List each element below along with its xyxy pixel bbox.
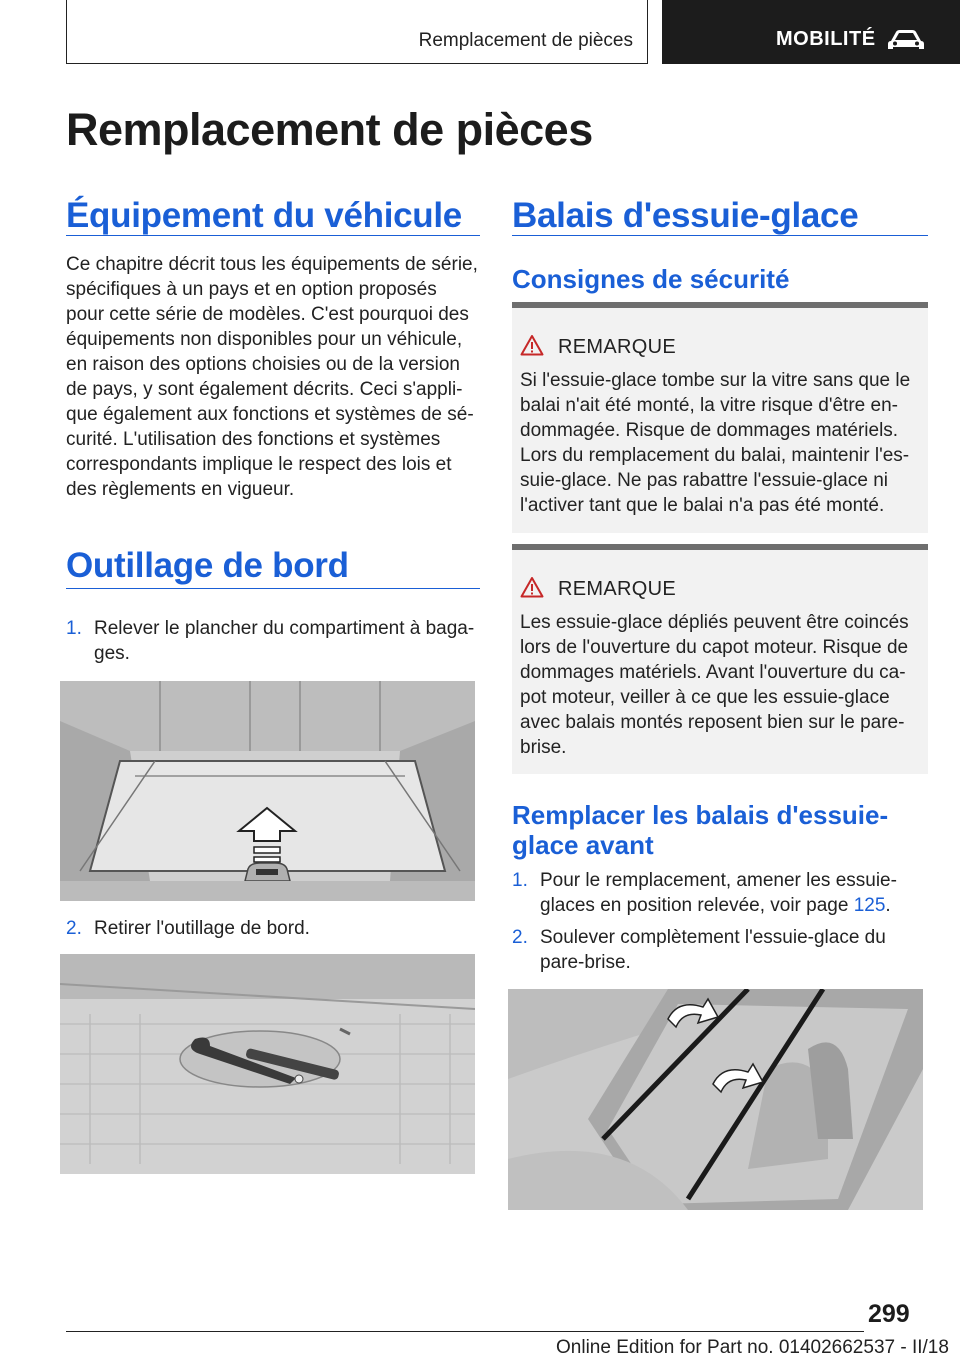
photo-toolkit — [60, 954, 475, 1174]
heading-equipment: Équipement du véhicule — [66, 196, 462, 235]
heading-toolkit: Outillage de bord — [66, 546, 349, 585]
text-line: curité. L'utilisation des fonctions et systèmes — [66, 429, 441, 450]
header-chapter-box — [662, 0, 960, 64]
notice-label: REMARQUE — [558, 336, 676, 358]
heading-rule — [66, 588, 480, 589]
text-line: correspondants implique le respect des lois et — [66, 454, 452, 475]
text-line: brise. — [520, 737, 567, 758]
text-span: . — [885, 895, 891, 916]
step-1-raise-wipers — [512, 868, 928, 920]
text-line: Si l'essuie-glace tombe sur la vitre sans que le — [520, 370, 911, 391]
text-line: dommages matériels. Avant l'ouverture du ca‐ — [520, 662, 906, 683]
text-line: Ce chapitre décrit tous les équipements de série, — [66, 254, 478, 275]
header-section-title: Remplacement de pièces — [418, 30, 633, 51]
text-line: dommagée. Risque de dommages matériels. — [520, 420, 899, 441]
text-line: Soulever complètement l'essuie-glace du — [540, 927, 886, 948]
warning-triangle-icon — [520, 576, 544, 598]
step-1-lift-floor — [66, 616, 484, 668]
heading-replace-front-wipers — [512, 800, 888, 860]
footer-rule — [66, 1331, 864, 1332]
text-line: avec balais montés reposent bien sur le pare- — [520, 712, 905, 733]
notice-text — [520, 368, 920, 518]
text-line: lors de l'ouverture du capot moteur. Risque de — [520, 637, 909, 658]
heading-wipers: Balais d'essuie-glace — [512, 196, 859, 235]
footer-edition: Online Edition for Part no. 01402662537 - II/18 — [556, 1337, 949, 1358]
heading-line: glace avant — [512, 830, 654, 860]
text-line: Relever le plancher du compartiment à baga‐ — [94, 618, 475, 639]
page-title: Remplacement de pièces — [66, 104, 593, 155]
equipment-paragraph — [66, 252, 484, 502]
notice-box-2 — [512, 544, 928, 774]
photo-windshield-wipers — [508, 989, 923, 1210]
text-line: pot moteur, veiller à ce que les essuie-glace — [520, 687, 890, 708]
text-line: en raison des options choisies ou de la version — [66, 354, 460, 375]
step-2-lift-wiper — [512, 925, 928, 977]
text-line: Pour le remplacement, amener les essuie- — [540, 870, 897, 891]
step-number: 2. — [512, 927, 528, 948]
page-number: 299 — [868, 1300, 910, 1328]
notice-box-1 — [512, 302, 928, 533]
text-line: balai n'ait été monté, la vitre risque d'être en‐ — [520, 395, 898, 416]
text-line: des règlements en vigueur. — [66, 479, 295, 500]
notice-label: REMARQUE — [558, 578, 676, 600]
step-number: 1. — [512, 870, 528, 891]
step-number: 2. — [66, 918, 82, 939]
text-line: l'activer tant que le balai n'a pas été monté. — [520, 495, 885, 516]
step-2-remove-tools — [66, 916, 484, 942]
text-line: équipements non disponibles pour un véhicule, — [66, 329, 463, 350]
step-number: 1. — [66, 618, 82, 639]
photo-trunk-floor — [60, 681, 475, 901]
text-line: spécifiques à un pays et en option proposés — [66, 279, 437, 300]
text-line: de pays, y sont également décrits. Ceci s'appli‐ — [66, 379, 463, 400]
text-line: Lors du remplacement du balai, maintenir l'es‐ — [520, 445, 910, 466]
text-line: pare-brise. — [540, 952, 631, 973]
text-line: que également aux fonctions et systèmes de sé‐ — [66, 404, 474, 425]
text-line: suie-glace. Ne pas rabattre l'essuie-glace ni — [520, 470, 888, 491]
text-line: Les essuie-glace dépliés peuvent être coincés — [520, 612, 909, 633]
page-reference-link[interactable]: 125 — [853, 895, 886, 916]
heading-rule — [512, 235, 928, 236]
text-line: ges. — [94, 643, 130, 664]
heading-safety: Consignes de sécurité — [512, 264, 790, 294]
heading-rule — [66, 235, 480, 236]
header-chapter-title: MOBILITÉ — [776, 28, 876, 50]
text-span: glaces en position relevée, voir page — [540, 895, 854, 916]
car-icon — [886, 28, 926, 52]
text-line: Retirer l'outillage de bord. — [94, 918, 310, 939]
warning-triangle-icon — [520, 334, 544, 356]
heading-line: Remplacer les balais d'essuie- — [512, 800, 889, 830]
text-line: pour cette série de modèles. C'est pourquoi des — [66, 304, 469, 325]
notice-text — [520, 610, 920, 760]
text-line — [540, 893, 897, 918]
header-section-box — [66, 0, 648, 64]
